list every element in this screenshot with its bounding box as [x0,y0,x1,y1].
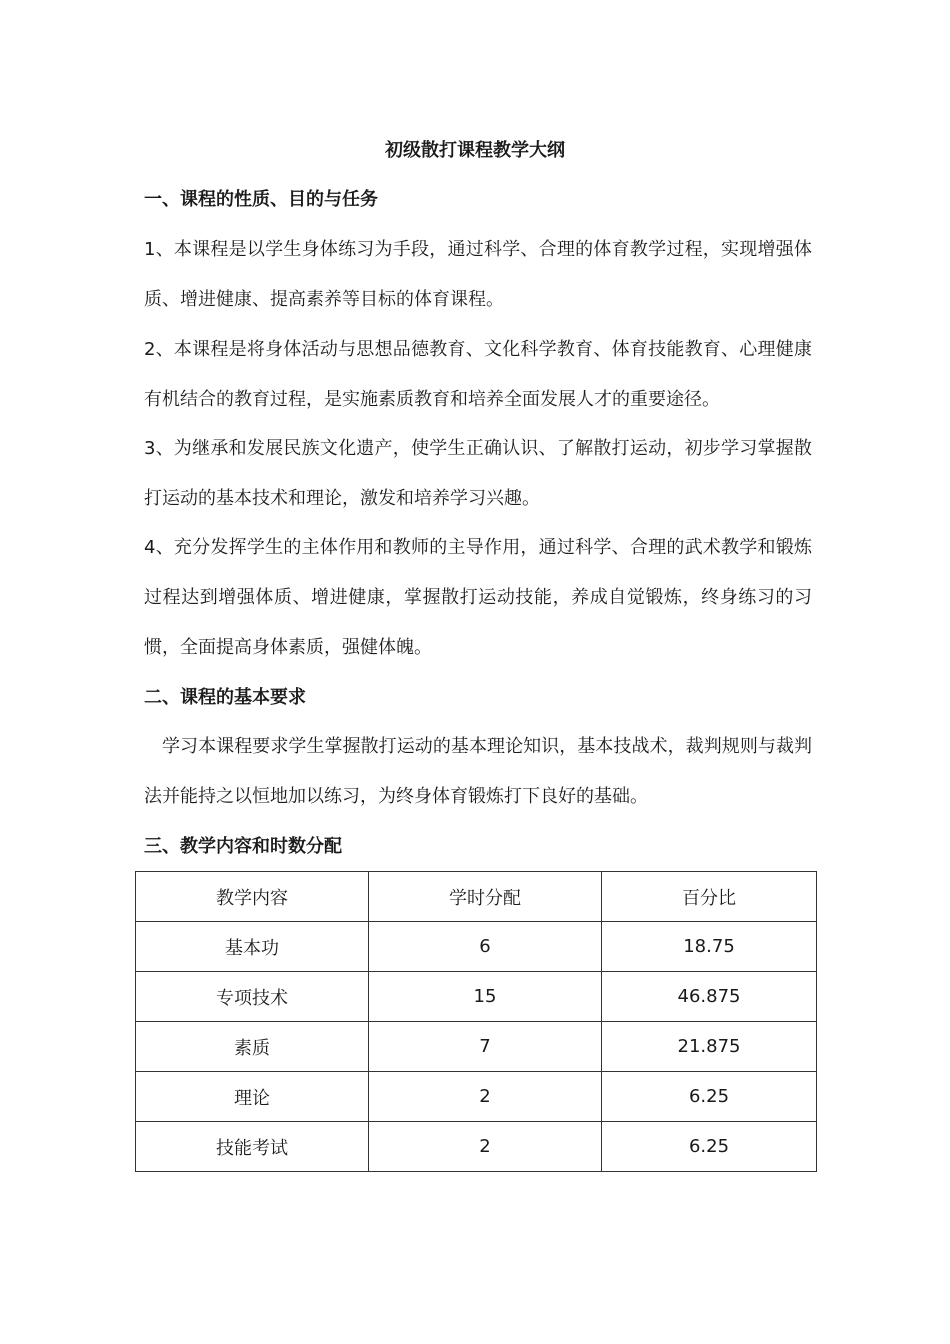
cell-content: 技能考试 [136,1122,369,1172]
table-row [136,922,817,972]
paragraph-3: 3、为继承和发展民族文化遗产，使学生正确认识、了解散打运动，初步学习掌握散打运动的基本技术和理论，激发和培养学习兴趣。 [144,438,812,509]
cell-content: 素质 [136,1022,369,1072]
cell-percent: 46.875 [602,972,817,1022]
cell-content: 专项技术 [136,972,369,1022]
cell-percent: 21.875 [602,1022,817,1072]
table-row [136,972,817,1022]
section-heading-requirements: 二、课程的基本要求 [144,687,306,708]
header-hours: 学时分配 [369,872,602,922]
header-percent: 百分比 [602,872,817,922]
cell-percent: 6.25 [602,1072,817,1122]
table-header-row [136,872,817,922]
table-row [136,1072,817,1122]
cell-percent: 6.25 [602,1122,817,1172]
document-title: 初级散打课程教学大纲 [385,140,565,161]
header-content: 教学内容 [136,872,369,922]
cell-content: 理论 [136,1072,369,1122]
cell-percent: 18.75 [602,922,817,972]
paragraph-1: 1、本课程是以学生身体练习为手段，通过科学、合理的体育教学过程，实现增强体质、增进健康、提高素养等目标的体育课程。 [144,239,812,310]
cell-hours: 2 [369,1122,602,1172]
table-row [136,1122,817,1172]
cell-hours: 7 [369,1022,602,1072]
paragraph-4: 4、充分发挥学生的主体作用和教师的主导作用，通过科学、合理的武术教学和锻炼过程达到增强体质、增进健康，掌握散打运动技能，养成自觉锻炼，终身练习的习惯，全面提高身体素质，强健体魄。 [144,537,812,658]
cell-hours: 15 [369,972,602,1022]
cell-hours: 6 [369,922,602,972]
cell-content: 基本功 [136,922,369,972]
hours-allocation-table [135,871,817,1172]
paragraph-requirements: 学习本课程要求学生掌握散打运动的基本理论知识，基本技战术，裁判规则与裁判法并能持之以恒地加以练习，为终身体育锻炼打下良好的基础。 [144,736,812,807]
table-row [136,1022,817,1072]
paragraph-2: 2、本课程是将身体活动与思想品德教育、文化科学教育、体育技能教育、心理健康有机结合的教育过程，是实施素质教育和培养全面发展人才的重要途径。 [144,339,812,410]
section-heading-nature: 一、课程的性质、目的与任务 [144,189,378,210]
section-heading-content-hours: 三、教学内容和时数分配 [144,836,342,857]
cell-hours: 2 [369,1072,602,1122]
